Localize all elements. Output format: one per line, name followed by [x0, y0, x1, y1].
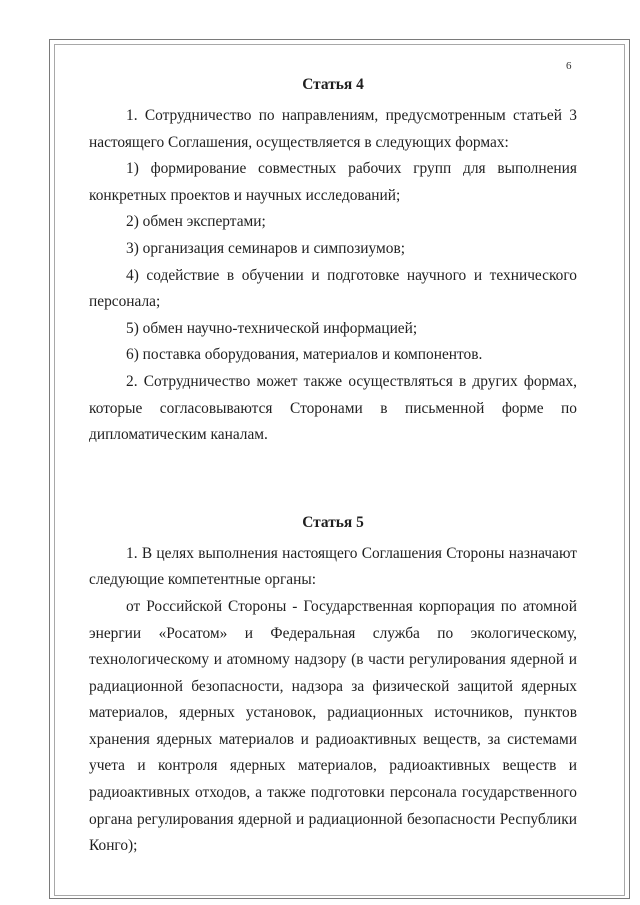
article-5-paragraph: 1. В целях выполнения настоящего Соглашения Стороны назначают следующие компетентные органы:: [89, 544, 577, 589]
article-4-heading: Статья 4: [302, 76, 364, 93]
article-4-paragraph: 1. Сотрудничество по направлениям, предусмотренным статьей 3 настоящего Соглашения, осуществляется в следующих формах:: [89, 107, 577, 151]
document-body: [89, 72, 577, 860]
article-4-paragraph: 6) поставка оборудования, материалов и компонентов.: [126, 346, 483, 364]
article-4-paragraph: 2) обмен экспертами;: [126, 213, 266, 231]
article-5-heading: Статья 5: [302, 513, 364, 531]
article-4-paragraph: 2. Сотрудничество может также осуществляться в других формах, которые согласовываются Сторонами в письменной форме по дипломатическим каналам.: [89, 372, 577, 444]
article-5-paragraph: от Российской Стороны - Государственная корпорация по атомной энергии «Росатом» и Федеральная служба по экологическому, технологическому и атомному надзору (в части регулирования ядерной и радиационной безопасности, надзора за физической защитой ядерных материалов, ядерных установок, радиационных источников, пунктов хранения ядерных материалов и радиоактивных веществ, за системами учета и контроля ядерных материалов, радиоактивных веществ и радиоактивных отходов, а также подготовки персонала государственного органа регулирования ядерной и радиационной безопасности Республики Конго);: [89, 597, 577, 855]
article-4-paragraph: 1) формирование совместных рабочих групп для выполнения конкретных проектов и научных исследований;: [89, 160, 577, 204]
article-4: [89, 72, 577, 449]
page-number: 6: [566, 60, 572, 72]
article-5: [89, 510, 577, 860]
article-4-paragraph: 4) содействие в обучении и подготовке научного и технического персонала;: [89, 266, 577, 311]
article-4-paragraph: 3) организация семинаров и симпозиумов;: [126, 239, 405, 257]
article-4-paragraph: 5) обмен научно-технической информацией;: [126, 319, 418, 337]
